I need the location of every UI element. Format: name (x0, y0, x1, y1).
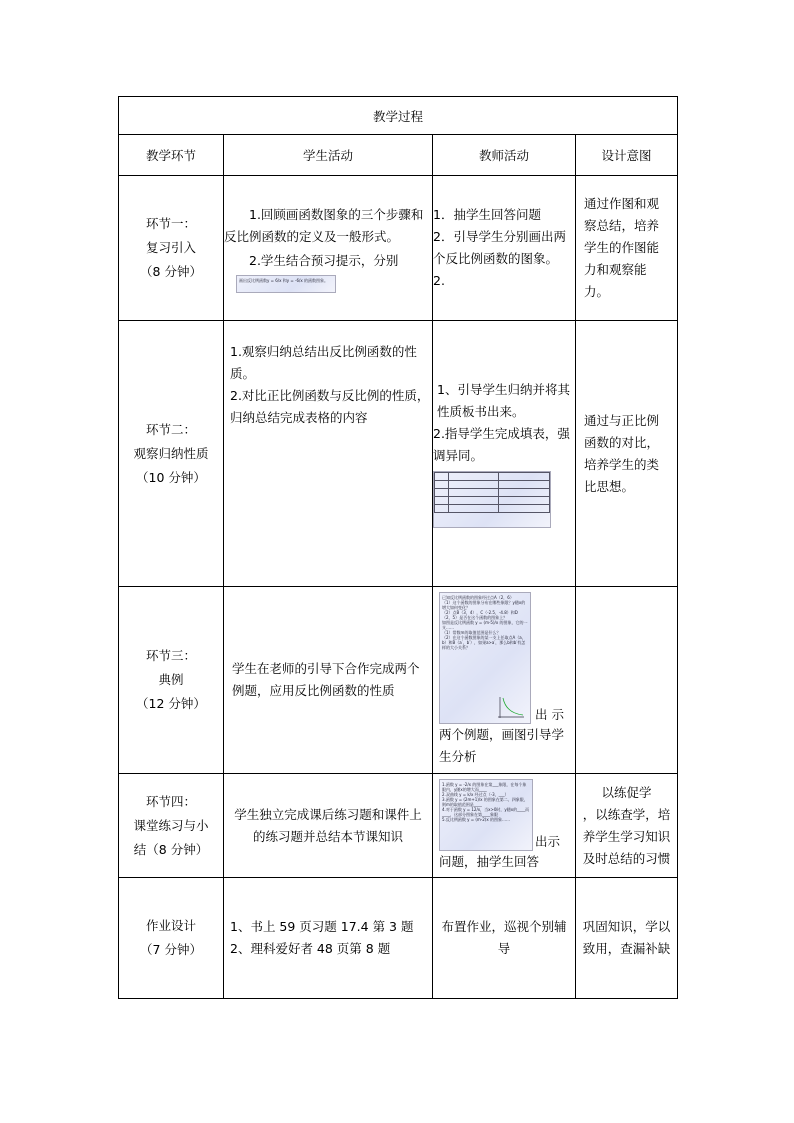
header-design-intent: 设计意图 (576, 135, 678, 176)
student-activity-cell (224, 176, 433, 321)
stage-duration: （8 分钟） (140, 264, 202, 279)
design-intent-cell (576, 321, 678, 587)
stage-cell (119, 878, 224, 999)
teacher-activity-text: 问题，抽学生回答 (439, 853, 540, 869)
table-row (119, 774, 678, 878)
stage-label: 环节四： (145, 793, 196, 809)
teacher-activity-cell (433, 321, 576, 587)
student-activity-text: 1.回顾画函数图象的三个步骤和反比例函数的定义及一般形式。 (224, 206, 424, 244)
stage-label: 环节三： (145, 648, 196, 663)
student-activity-cell (224, 774, 433, 878)
function-graph-thumbnail: 画出反比例函数y = 6/x 和y = -6/x 的函数图象。 (236, 275, 336, 293)
student-activity-text: 2、理科爱好者 48 页第 8 题 (230, 941, 391, 956)
teacher-activity-cell (433, 774, 576, 878)
student-activity-text: 1.观察归纳总结出反比例函数的性质。 (230, 344, 417, 381)
teacher-activity-text: 2.指导学生完成填表，强调异同。 (433, 426, 570, 463)
example-slide-thumbnail: 已知反比例函数的图象经过点A（2，6） （1）这个函数的图象分布在哪些象限？y随x的增大如何变化？ （2）点B（3，4），C（-2.5，-4.8）和D（2，5）是否在这个函数的图象上？ 如图是反比例函数 y = (m-5)/x 的图象，它的一支…… （1）常数m的取值范围是什么？ （2）在这个函数图象的某一支上任取点A（a，b）和B（a′，b′），如果a>a′，那么b和b′有怎样的大小关系？ (439, 592, 531, 724)
teacher-activity-text: 布置作业，巡视个别辅导 (441, 919, 567, 956)
design-intent-cell (576, 176, 678, 321)
stage-cell (119, 321, 224, 587)
design-intent-text: 通过作图和观察总结，培养学生的作图能力和观察能力。 (584, 196, 660, 299)
stage-cell (119, 587, 224, 774)
teacher-activity-cell (433, 878, 576, 999)
teacher-activity-text: 出示 (535, 833, 561, 849)
stage-duration: （12 分钟） (136, 696, 206, 711)
stage-name: 课堂练习与小 (133, 817, 209, 833)
student-activity-cell (224, 878, 433, 999)
header-stage: 教学环节 (119, 135, 224, 176)
student-activity-text: 2.学生结合预习提示，分别 (249, 252, 399, 268)
design-intent-text: ，以练查学，培养学生学习知识及时总结的习惯 (582, 806, 671, 866)
teacher-activity-cell (433, 587, 576, 774)
student-activity-text: 2.对比正比例函数与反比例的性质，归纳总结完成表格的内容 (230, 388, 430, 425)
comparison-table-thumbnail (433, 471, 551, 528)
student-activity-text: 学生在老师的引导下合作完成两个例题，应用反比例函数的性质 (232, 661, 420, 698)
stage-label: 环节一： (145, 216, 196, 231)
teacher-activity-text: 1．抽学生回答问题 (433, 207, 541, 222)
student-activity-cell (224, 587, 433, 774)
teacher-activity-text: 2．引导学生分别画出两个反比例函数的图象。 (433, 229, 566, 266)
stage-duration: （10 分钟） (136, 469, 206, 485)
stage-name: 作业设计 (145, 918, 196, 933)
header-student-activity: 学生活动 (224, 135, 433, 176)
stage-name: 观察归纳性质 (133, 445, 209, 461)
student-activity-cell (224, 321, 433, 587)
stage-name: 典例 (158, 672, 184, 687)
header-teacher-activity: 教师活动 (433, 135, 576, 176)
design-intent-cell (576, 774, 678, 878)
table-row (119, 878, 678, 999)
design-intent-text: 以练促学 (601, 784, 652, 800)
student-activity-text: 1、书上 59 页习题 17.4 第 3 题 (230, 919, 414, 934)
design-intent-cell (576, 587, 678, 774)
stage-name: 复习引入 (145, 240, 196, 255)
teaching-process-table (118, 96, 678, 999)
practice-slide-thumbnail: 1.函数 y = -2/x 的图象在第___象限，在每个象限内，y随x的增大而____ 2.双曲线 y = k/x 经过点（-3，___） 3.函数 y = (2m+1)/x 的图象在第二、四象限，则m的取值范围是____ 4.对于函数 y = 12/x，当x>0时，y随x的____而____，这部分图象在第____象限 5.反比例函数 y = (m-2)x 的图象…… (439, 779, 533, 851)
stage-cell (119, 774, 224, 878)
design-intent-text: 通过与正比例函数的对比，培养学生的类比思想。 (584, 412, 660, 494)
teacher-activity-text: 两个例题，画图引导学生分析 (439, 727, 565, 764)
stage-label: 环节二： (145, 421, 196, 437)
design-intent-cell (576, 878, 678, 999)
stage-duration: 结（8 分钟） (133, 841, 209, 857)
hyperbola-graph-icon (496, 695, 526, 719)
table-row (119, 176, 678, 321)
table-row (119, 321, 678, 587)
teacher-activity-text: 出 示 (535, 707, 564, 722)
stage-duration: （7 分钟） (140, 942, 202, 957)
teacher-activity-text: 2. (433, 273, 445, 288)
table-row (119, 587, 678, 774)
teacher-activity-cell (433, 176, 576, 321)
design-intent-text: 巩固知识，学以致用，查漏补缺 (582, 919, 671, 956)
teacher-activity-text: 1、引导学生归纳并将其性质板书出来。 (437, 382, 570, 419)
student-activity-text: 学生独立完成课后练习题和课件上的练习题并总结本节课知识 (234, 806, 422, 844)
stage-cell (119, 176, 224, 321)
table-title: 教学过程 (119, 97, 678, 135)
